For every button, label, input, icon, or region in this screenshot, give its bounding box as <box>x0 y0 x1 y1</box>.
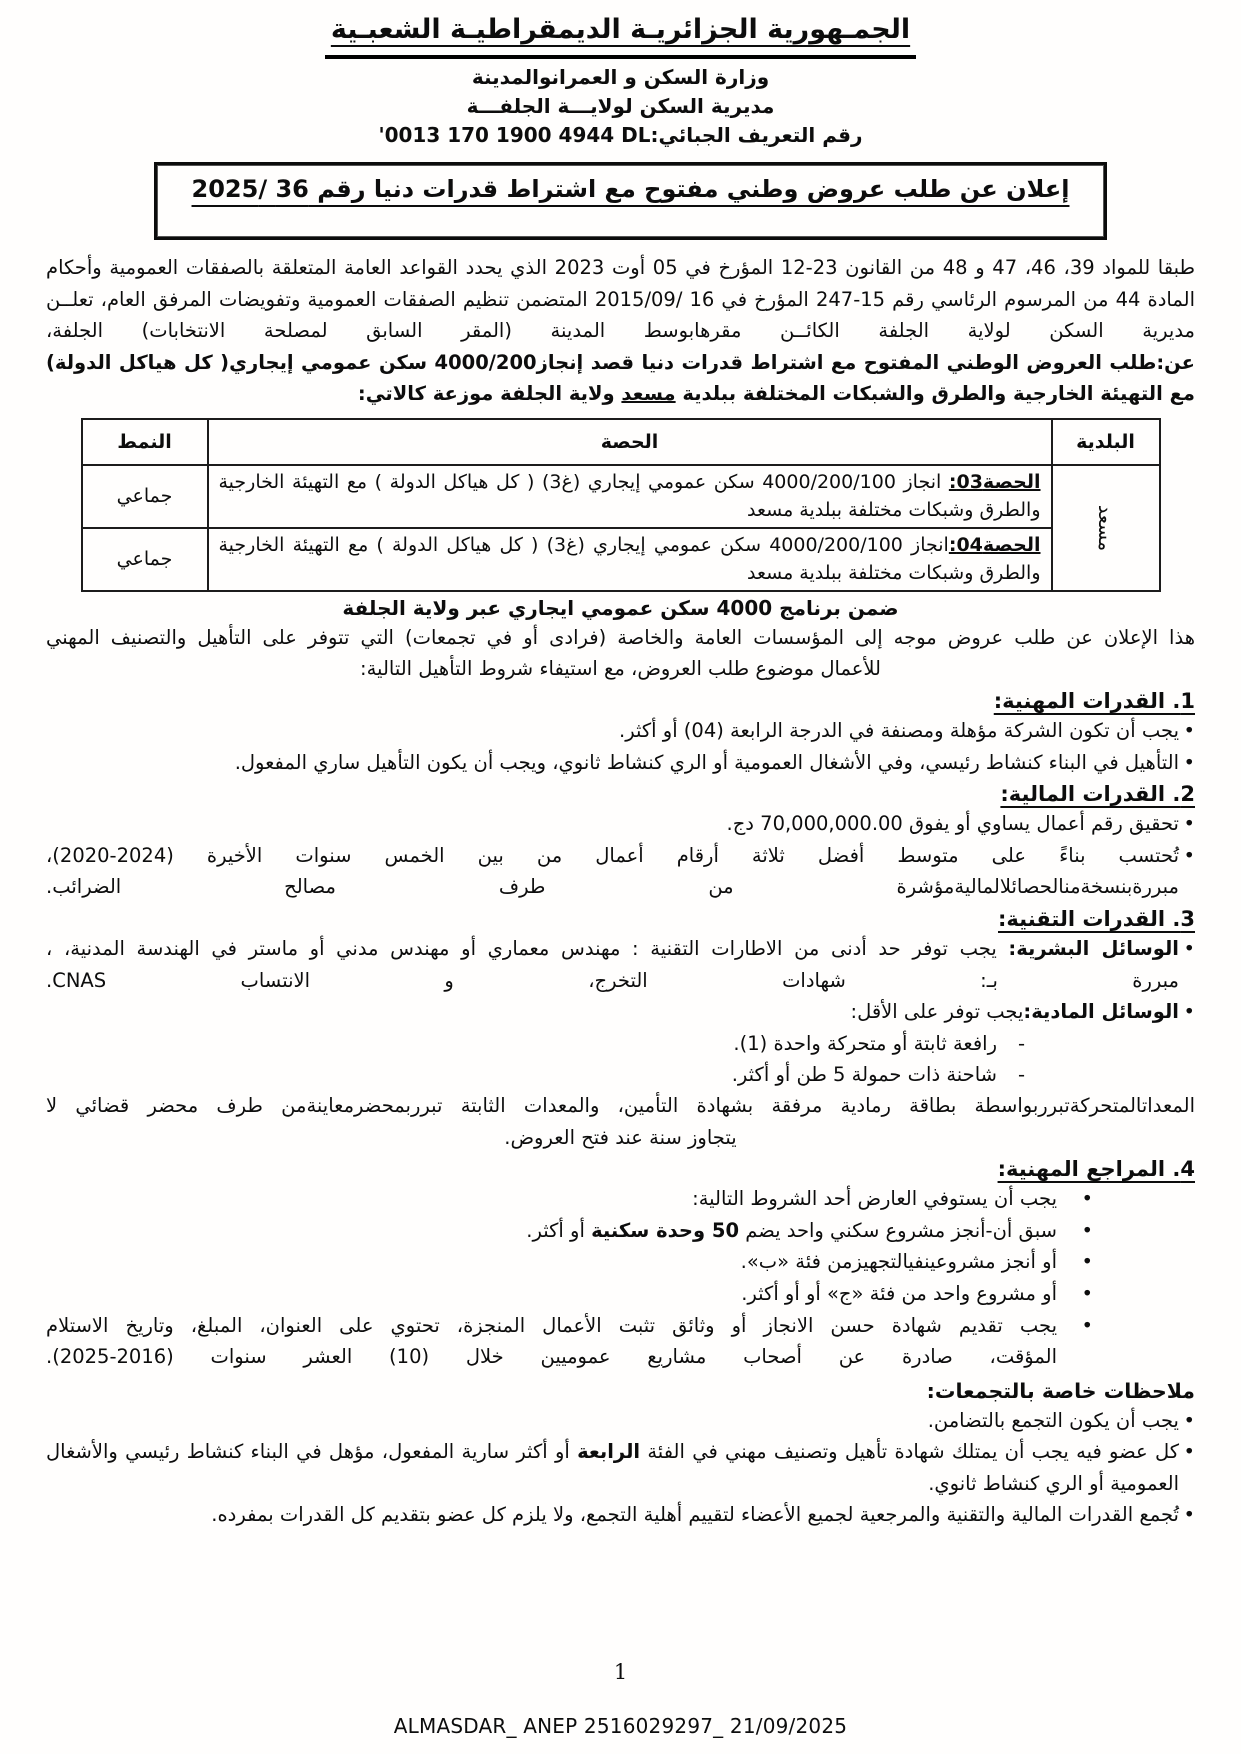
letterhead <box>46 14 1195 150</box>
lot-label-04: الحصة04: <box>948 533 1041 556</box>
republic-title: الجمـهورية الجزائريـة الديمقراطيـة الشعبـية <box>325 14 916 59</box>
announcement-title: إعلان عن طلب عروض وطني مفتوح مع اشتراط قدرات دنيا رقم 36 /2025 <box>191 175 1070 203</box>
tax-id-line <box>46 121 1195 150</box>
section-3-title-wrap <box>46 907 1195 931</box>
ministry-line: وزارة السكن و العمرانوالمدينة <box>471 65 770 89</box>
section-4-bullet-5-continuation: المؤقت، صادرة عن أصحاب مشاريع عموميين خلال (10) العشر سنوات (2016-2025). <box>46 1345 1057 1369</box>
section-1-bullet-2 <box>46 747 1195 779</box>
type-cell-03: جماعي <box>82 465 208 528</box>
section-4-bullet-5 <box>46 1310 1095 1373</box>
tax-id-value: '0013 170 1900 4944 DL <box>378 123 651 147</box>
tender-object-text-2: ولاية الجلفة موزعة كالاتي: <box>357 382 622 406</box>
republic-title-wrap <box>46 14 1195 63</box>
tax-id-label: رقم التعريف الجبائي: <box>650 123 863 147</box>
audience-paragraph-line2: للأعمال موضوع طلب العروض، مع استيفاء شروط التأهيل التالية: <box>360 657 881 681</box>
section-4-title-wrap <box>46 1157 1195 1181</box>
section-4-bullet-2 <box>46 1215 1095 1247</box>
page-number: 1 <box>613 1660 628 1684</box>
section-4-bullet-5-text: يجب تقديم شهادة حسن الانجاز أو وثائق تثبت الأعمال المنجزة، تحتوي على العنوان، المبلغ، وتاريخ الاستلام <box>46 1313 1057 1337</box>
section-4-bullet-1 <box>46 1183 1095 1215</box>
section-3-list <box>46 933 1195 1028</box>
section-1-bullet-2-text: التأهيل في البناء كنشاط رئيسي، وفي الأشغال العمومية أو الري كنشاط ثانوي، ويجب أن يكون التأهيل ساري المفعول. <box>234 750 1179 774</box>
section-4-bullet-4-text: أو مشروع واحد من فئة «ج» أو أو أكثر. <box>741 1281 1057 1305</box>
section-4-bullet-2-post: أو أكثر. <box>526 1218 592 1242</box>
section-2-bullet-2-text: تُحتسب بناءً على متوسط أفضل ثلاثة أرقام أعمال من بين الخمس سنوات الأخيرة (2024-2020)، <box>46 843 1179 867</box>
material-resources-bullet <box>46 996 1195 1028</box>
section-2-list <box>46 808 1195 903</box>
group-note-2-bold: الرابعة <box>577 1440 641 1464</box>
lots-table <box>81 418 1161 592</box>
decree-date: 2015/09/ 16 <box>594 287 715 311</box>
material-item-crane <box>46 1028 1027 1059</box>
section-1-list <box>46 715 1195 778</box>
section-1-bullet-1 <box>46 715 1195 747</box>
material-resources-label: الوسائل المادية: <box>1023 1000 1179 1024</box>
material-item-truck <box>46 1059 1027 1090</box>
municipality-cell <box>1052 465 1160 591</box>
tender-object-paragraph <box>46 347 1195 410</box>
table-row-lot-03 <box>82 465 1160 528</box>
section-4-bullet-2-bold: 50 وحدة سكنية <box>591 1218 740 1242</box>
group-note-2-pre: كل عضو فيه يجب أن يمتلك شهادة تأهيل وتصنيف مهني في الفئة <box>640 1440 1180 1464</box>
col-header-lot: الحصة <box>208 419 1052 465</box>
table-row-lot-04 <box>82 528 1160 591</box>
lot-label-03: الحصة03: <box>948 470 1041 493</box>
section-2-title-wrap <box>46 782 1195 806</box>
group-note-2-post: أو أكثر سارية المفعول، مؤهل في البناء كنشاط رئيسي والأشغال العمومية أو الري كنشاط ثانوي. <box>46 1440 1179 1495</box>
human-resources-label: الوسائل البشرية: <box>1008 936 1179 960</box>
material-item-truck-text: شاحنة ذات حمولة 5 طن أو أكثر. <box>731 1062 997 1086</box>
human-resources-continuation: مبررة بـ: شهادات التخرج، و الانتساب CNAS. <box>46 968 1179 992</box>
equipment-justification-line1: المعداتالمتحركةتبرربواسطة بطاقة رمادية مرفقة بشهادة التأمين، والمعدات الثابتة تبرربمحضرمعاينةمن طرف محضر قضائي لا <box>46 1094 1195 1118</box>
lot-text-03: انجاز 4000/200/100 سكن عمومي إيجاري (غ3) ( كل هياكل الدولة ) مع التهيئة الخارجية والطرق وشبكات مختلفة ببلدية مسعد <box>218 470 1041 522</box>
section-4-bullet-4 <box>46 1278 1095 1310</box>
section-1-title: 1. القدرات المهنية: <box>993 689 1195 714</box>
section-2-bullet-1-text: تحقيق رقم أعمال يساوي أو يفوق 70,000,000.00 دج. <box>726 812 1179 836</box>
section-4-bullet-2-pre: سبق أن-أنجز مشروع سكني واحد يضم <box>739 1218 1057 1242</box>
municipality-value: مسعد <box>1094 504 1117 552</box>
lot-description-04 <box>208 528 1052 591</box>
tender-object-text-1: عن:طلب العروض الوطني المفتوح مع اشتراط قدرات دنيا قصد إنجاز4000/200 سكن عمومي إيجاري( كل هياكل الدولة) مع التهيئة الخارجية والطرق والشبكات المختلفة ببلدية <box>46 350 1196 406</box>
section-2-bullet-2-continuation: مبررةبنسخةمنالحصائلالماليةمؤشرة من طرف مصالح الضرائب. <box>46 875 1179 899</box>
human-resources-bullet <box>46 933 1195 996</box>
equipment-justification-line2: يتجاوز سنة عند فتح العروض. <box>504 1125 737 1149</box>
section-1-bullet-1-text: يجب أن تكون الشركة مؤهلة ومصنفة في الدرجة الرابعة (04) أو أكثر. <box>619 719 1179 743</box>
lots-table-header <box>82 419 1160 465</box>
group-notes-list <box>46 1405 1195 1531</box>
audience-paragraph-line1: هذا الإعلان عن طلب عروض موجه إلى المؤسسات العامة والخاصة (فرادى أو في تجمعات) التي تتوفر على التأهيل والتصنيف المهني <box>46 625 1195 649</box>
group-note-3-text: تُجمع القدرات المالية والتقنية والمرجعية لجميع الأعضاء لتقييم أهلية التجمع، ولا يلزم كل عضو بتقديم كل القدرات بمفرده. <box>211 1503 1179 1527</box>
section-4-list <box>46 1183 1195 1372</box>
legal-basis-paragraph <box>46 252 1195 347</box>
municipality-rotated-wrap <box>1063 504 1149 552</box>
legal-basis-text-1: طبقا للمواد 39، 46، 47 و 48 من القانون 23-12 المؤرخ في 05 أوت 2023 الذي يحدد القواعد العامة المتعلقة بالصفقات العمومية وأحكام المادة 44 من المرسوم الرئاسي رقم 15-247 المؤرخ في <box>46 256 1195 311</box>
section-3-title: 3. القدرات التقنية: <box>998 906 1195 931</box>
type-cell-04: جماعي <box>82 528 208 591</box>
section-4-bullet-1-text: يجب أن يستوفي العارض أحد الشروط التالية: <box>692 1187 1057 1211</box>
legal-basis-text-2: المتضمن تنظيم الصفقات العمومية وتفويضات المرفق العام، تعلــن مديرية السكن لولاية الجلفة الكائــن مقرهابوسط المدينة (المقر السابق لمصلحة الانتخابات) الجلفة، <box>46 287 1195 343</box>
section-2-bullet-1 <box>46 808 1195 840</box>
anep-credit: ALMASDAR_ ANEP 2516029297_ 21/09/2025 <box>393 1714 848 1738</box>
section-4-bullet-3-text: أو أنجز مشروعينفيالتجهيزمن فئة «ب». <box>740 1250 1057 1274</box>
group-note-3 <box>46 1499 1195 1531</box>
header-row <box>82 419 1160 465</box>
material-resources-text: يجب توفر على الأقل: <box>850 1000 1024 1024</box>
group-note-1-text: يجب أن يكون التجمع بالتضامن. <box>927 1408 1179 1432</box>
group-note-1 <box>46 1405 1195 1437</box>
tender-object-municipality: مسعد <box>621 382 676 406</box>
directorate-line: مديرية السكن لولايـــة الجلفـــة <box>466 94 775 118</box>
group-note-2 <box>46 1436 1195 1499</box>
lot-description-03 <box>208 465 1052 528</box>
section-4-title: 4. المراجع المهنية: <box>997 1157 1195 1182</box>
material-item-crane-text: رافعة ثابتة أو متحركة واحدة (1). <box>733 1031 997 1055</box>
group-notes-title: ملاحظات خاصة بالتجمعات: <box>926 1378 1195 1403</box>
col-header-type: النمط <box>82 419 208 465</box>
section-2-bullet-2 <box>46 840 1195 903</box>
lots-table-body <box>82 465 1160 591</box>
lot-text-04: انجاز 4000/200/100 سكن عمومي إيجاري (غ3) ( كل هياكل الدولة ) مع التهيئة الخارجية والطرق وشبكات مختلفة ببلدية مسعد <box>218 533 1041 585</box>
human-resources-text: يجب توفر حد أدنى من الاطارات التقنية : مهندس معماري أو مهندس مدني أو ماستر في الهندسة المدنية، ، <box>46 936 1009 960</box>
col-header-municipality: البلدية <box>1052 419 1160 465</box>
announcement-title-box <box>154 162 1107 240</box>
material-items-list <box>46 1028 1027 1090</box>
section-4-bullet-3 <box>46 1246 1095 1278</box>
section-2-title: 2. القدرات المالية: <box>1000 782 1195 807</box>
program-line: ضمن برنامج 4000 سكن عمومي ايجاري عبر ولاية الجلفة <box>342 595 899 620</box>
section-1-title-wrap <box>46 689 1195 713</box>
